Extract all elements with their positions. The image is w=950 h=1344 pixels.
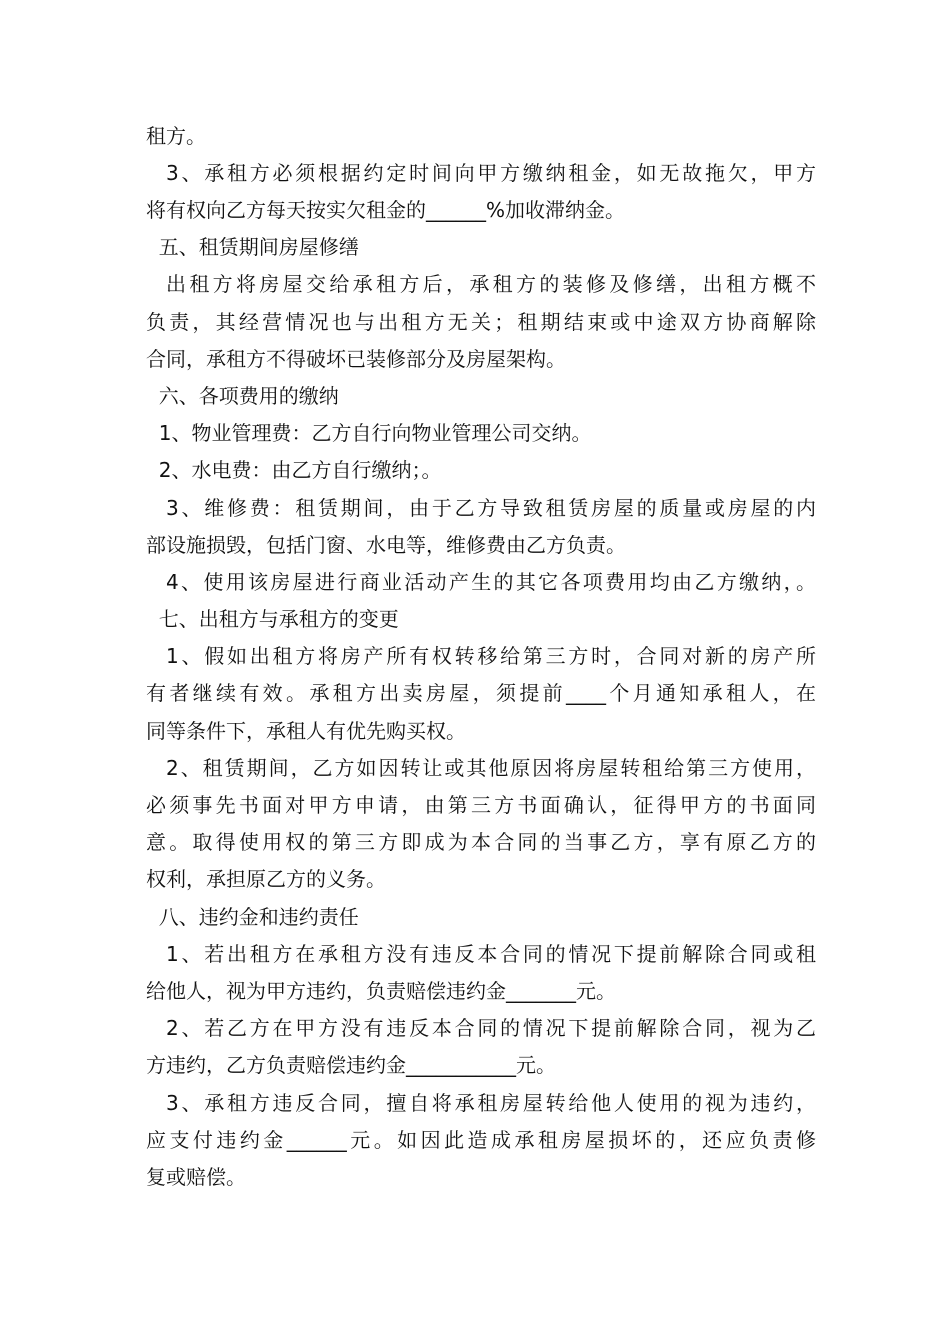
section-heading: 六、各项费用的缴纳	[146, 384, 339, 408]
text-line: 意。取得使用权的第三方即成为本合同的当事乙方，享有原乙方的	[146, 830, 816, 854]
text-line: 2、若乙方在甲方没有违反本合同的情况下提前解除合同，视为乙	[166, 1016, 816, 1040]
section-heading: 五、租赁期间房屋修缮	[146, 235, 359, 259]
text-line: 2、租赁期间，乙方如因转让或其他原因将房屋转租给第三方使用，	[166, 756, 816, 780]
text-line: 3、承租方违反合同，擅自将承租房屋转给他人使用的视为违约，	[166, 1091, 816, 1115]
text-line: 复或赔偿。	[146, 1165, 246, 1189]
text-line: 租方。	[146, 124, 206, 148]
text-line: 权利，承担原乙方的义务。	[146, 867, 386, 891]
text-line: 合同，承租方不得破坏已装修部分及房屋架构。	[146, 347, 566, 371]
text-line: 应支付违约金______元。如因此造成承租房屋损坏的，还应负责修	[146, 1128, 816, 1152]
text-line: 1、物业管理费：乙方自行向物业管理公司交纳。	[146, 421, 592, 445]
text-line: 负责，其经营情况也与出租方无关；租期结束或中途双方协商解除	[146, 310, 816, 334]
text-line: 部设施损毁，包括门窗、水电等，维修费由乙方负责。	[146, 533, 626, 557]
text-line: 3、承租方必须根据约定时间向甲方缴纳租金，如无故拖欠，甲方	[166, 161, 816, 185]
text-line: 必须事先书面对甲方申请，由第三方书面确认，征得甲方的书面同	[146, 793, 816, 817]
text-line: 3、维修费：租赁期间，由于乙方导致租赁房屋的质量或房屋的内	[166, 496, 816, 520]
text-line: 1、假如出租方将房产所有权转移给第三方时，合同对新的房产所	[166, 644, 816, 668]
text-line: 2、水电费：由乙方自行缴纳；。	[146, 458, 442, 482]
text-line: 出租方将房屋交给承租方后，承租方的装修及修缮，出租方概不	[166, 272, 816, 296]
text-line: 4、使用该房屋进行商业活动产生的其它各项费用均由乙方缴纳，。	[166, 570, 816, 594]
text-line: 给他人，视为甲方违约，负责赔偿违约金_______元。	[146, 979, 616, 1003]
text-line: 有者继续有效。承租方出卖房屋，须提前____个月通知承租人，在	[146, 681, 816, 705]
section-heading: 七、出租方与承租方的变更	[146, 607, 399, 631]
text-line: 方违约，乙方负责赔偿违约金___________元。	[146, 1053, 556, 1077]
section-heading: 八、违约金和违约责任	[146, 905, 359, 929]
text-line: 同等条件下，承租人有优先购买权。	[146, 719, 466, 743]
text-line: 1、若出租方在承租方没有违反本合同的情况下提前解除合同或租	[166, 942, 816, 966]
text-line: 将有权向乙方每天按实欠租金的______%加收滞纳金。	[146, 198, 626, 222]
